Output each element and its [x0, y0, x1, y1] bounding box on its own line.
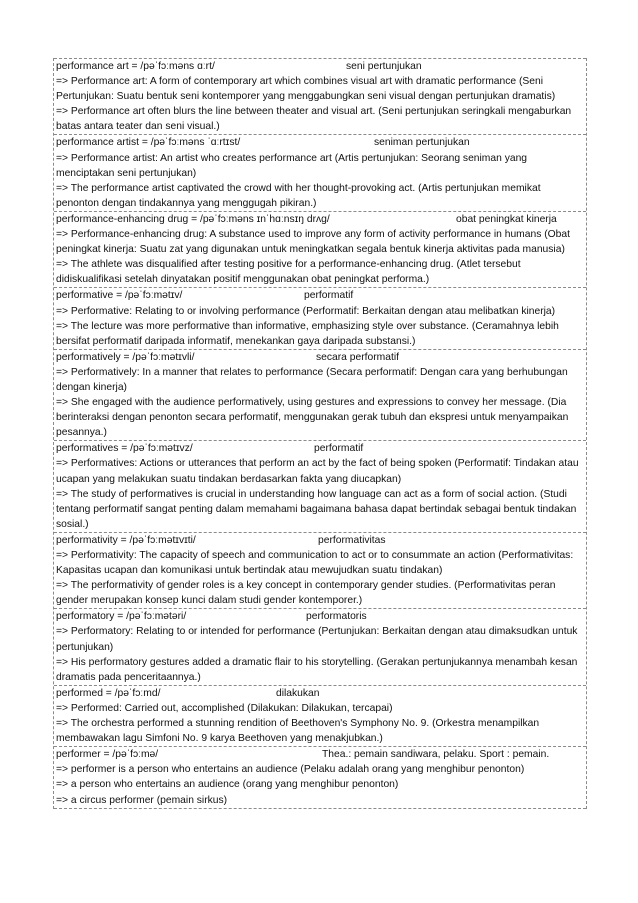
entry-term: performance artist = /pəˈfɔːməns ˈɑːrtɪst/ — [56, 137, 241, 149]
entry-term: performance-enhancing drug = /pəˈfɔːməns ɪnˈhɑːnsɪŋ drʌg/ — [56, 213, 330, 225]
entry-example: => His performatory gestures added a dramatic flair to his storytelling. (Gerakan pertunjukannya menambah kesan dramatis pada penceritaannya.) — [56, 656, 578, 683]
entry-example: => The performativity of gender roles is a key concept in contemporary gender studies. (Performativitas peran gender merupakan konsep kunci dalam studi gender kontemporer.) — [56, 580, 556, 607]
entry-header — [56, 350, 584, 365]
entry-header — [56, 609, 584, 624]
entry-definition: => Performative: Relating to or involving performance (Performatif: Berkaitan dengan atau melibatkan kinerja) — [56, 305, 556, 317]
entry-translation: performatif — [304, 290, 354, 302]
entry-term: performatively = /pəˈfɔːmətɪvli/ — [56, 351, 195, 363]
entry-definition: => Performatives: Actions or utterances that perform an act by the fact of being spoken (Performatif: Tindakan atau ucapan yang melakukan suatu tindakan berdasarkan fakta yang diucapkan) — [56, 458, 579, 485]
entry-example: => a circus performer (pemain sirkus) — [56, 794, 228, 806]
entry-translation: secara performatif — [316, 351, 399, 363]
entry-example: => The lecture was more performative than informative, emphasizing style over substance. (Ceramahnya lebih bersifat performatif daripada informatif, menekankan gaya daripada substansi.) — [56, 320, 559, 347]
entry-header — [56, 747, 584, 762]
entry-header — [56, 135, 584, 150]
entry-term: performer = /pəˈfɔːmə/ — [56, 749, 159, 761]
dictionary-entry — [54, 349, 586, 441]
entry-definition: => Performed: Carried out, accomplished (Dilakukan: Dilakukan, tercapai) — [56, 702, 393, 714]
entry-translation: performatoris — [306, 611, 367, 623]
dictionary-entry — [54, 58, 586, 134]
entry-term: performance art = /pəˈfɔːməns ɑːrt/ — [56, 61, 215, 72]
dictionary-entry — [54, 532, 586, 608]
entry-term: performative = /pəˈfɔːmətɪv/ — [56, 290, 183, 302]
dictionary-entry — [54, 685, 586, 746]
dictionary-entry — [54, 440, 586, 532]
dictionary-entry — [54, 746, 586, 808]
entry-example: => The athlete was disqualified after testing positive for a performance-enhancing drug. (Atlet tersebut didiskualifikasi setelah dinyatakan positif menggunakan obat peningkat performa.) — [56, 259, 521, 286]
entry-term: performed = /pəˈfɔːmd/ — [56, 687, 161, 699]
dictionary-entry — [54, 134, 586, 210]
dictionary-entry — [54, 287, 586, 348]
entry-header — [56, 533, 584, 548]
entry-example: => a person who entertains an audience (orang yang menghibur penonton) — [56, 779, 399, 791]
entry-example: => She engaged with the audience performatively, using gestures and expressions to convey her message. (Dia berinteraksi dengan penonton secara performatif, menggunakan gerak tubuh dan ekspresi untuk menyampaikan pesannya.) — [56, 397, 569, 439]
entry-definition: => performer is a person who entertains an audience (Pelaku adalah orang yang menghibur penonton) — [56, 764, 525, 776]
entry-header — [56, 212, 584, 227]
entry-header — [56, 288, 584, 303]
entry-translation: Thea.: pemain sandiwara, pelaku. Sport : pemain. — [322, 749, 550, 761]
entry-term: performatory = /pəˈfɔːmətəri/ — [56, 611, 187, 623]
entry-translation: seni pertunjukan — [346, 61, 422, 72]
entry-definition: => Performativity: The capacity of speech and communication to act or to consummate an action (Performativitas: Kapasitas ucapan dan komunikasi untuk bertindak atau mewujudkan suatu tindakan) — [56, 550, 574, 577]
entry-example: => The study of performatives is crucial in understanding how language can act as a form of social action. (Studi tentang performatif sangat penting dalam memahami bagaimana bahasa dapat bertindak sebagai bentuk tindakan sosial.) — [56, 488, 577, 530]
entry-translation: performativitas — [318, 534, 386, 546]
entry-translation: performatif — [314, 443, 364, 455]
entry-definition: => Performance-enhancing drug: A substance used to improve any form of activity performance in humans (Obat peningkat kinerja: Suatu zat yang digunakan untuk meningkatkan segala bentuk kinerja aktivitas pada manusia) — [56, 229, 570, 256]
entry-header — [56, 59, 584, 74]
entry-translation: obat peningkat kinerja — [456, 213, 557, 225]
entry-term: performativity = /pəˈfɔːmətɪvɪti/ — [56, 534, 196, 546]
entry-definition: => Performatory: Relating to or intended for performance (Pertunjukan: Berkaitan dengan atau dimaksudkan untuk pertunjukan) — [56, 626, 578, 653]
entry-definition: => Performance artist: An artist who creates performance art (Artis pertunjukan: Seorang seniman yang menciptakan seni pertunjukan) — [56, 152, 528, 179]
entry-example: => The performance artist captivated the crowd with her thought-provoking act. (Artis pertunjukan memikat penonton dengan tindakannya yang menggugah pikiran.) — [56, 182, 541, 209]
entry-definition: => Performatively: In a manner that relates to performance (Secara performatif: Dengan cara yang berhubungan dengan kinerja) — [56, 366, 568, 393]
entry-example: => Performance art often blurs the line between theater and visual art. (Seni pertunjukan seringkali mengaburkan batas antara teater dan seni visual.) — [56, 106, 572, 133]
entry-header — [56, 686, 584, 701]
dictionary-entry — [54, 211, 586, 287]
entry-header — [56, 441, 584, 456]
entry-definition: => Performance art: A form of contemporary art which combines visual art with dramatic performance (Seni Pertunjukan: Suatu bentuk seni kontemporer yang menggabungkan seni visual dengan pertunjukan dramatis) — [56, 76, 556, 103]
entry-translation: dilakukan — [276, 687, 320, 699]
entry-term: performatives = /pəˈfɔːmətɪvz/ — [56, 443, 193, 455]
entry-example: => The orchestra performed a stunning rendition of Beethoven's Symphony No. 9. (Orkestra menampilkan membawakan lagu Simfoni No. 9 karya Beethoven yang menakjubkan.) — [56, 718, 540, 745]
dictionary-page — [53, 58, 587, 809]
entry-translation: seniman pertunjukan — [374, 137, 470, 149]
dictionary-entry — [54, 608, 586, 684]
